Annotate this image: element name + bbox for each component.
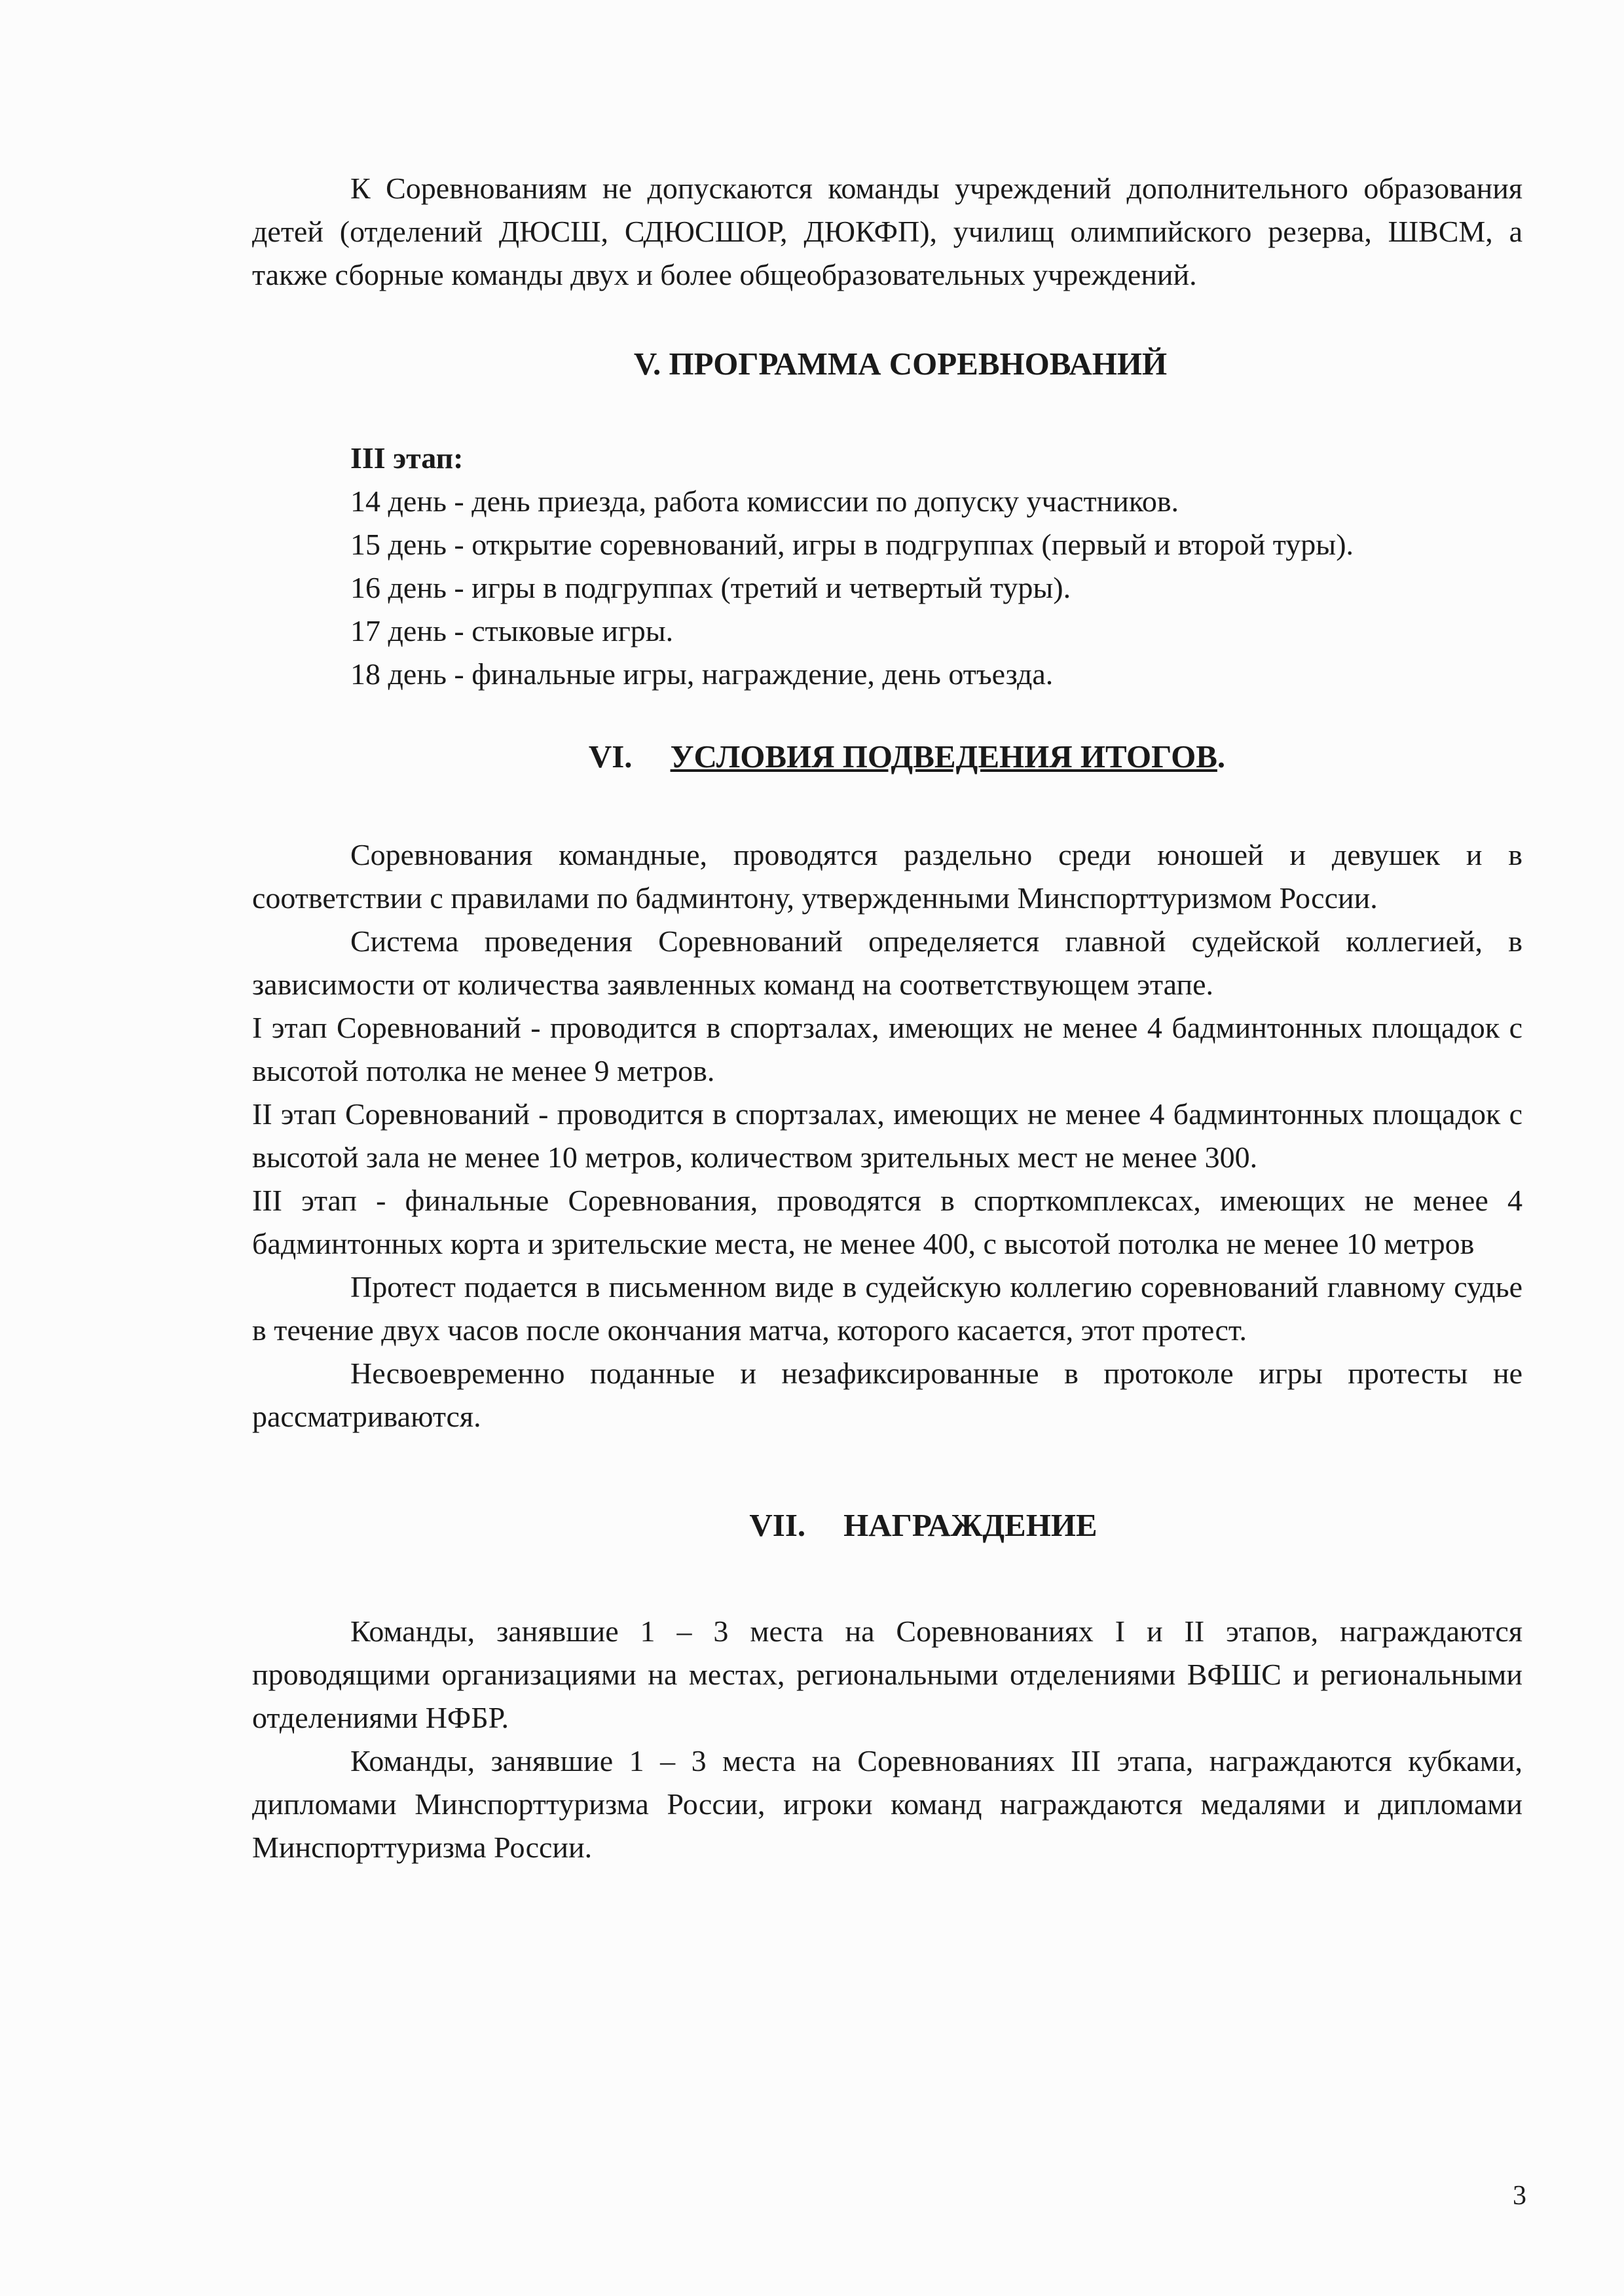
summary-paragraph-2: Система проведения Соревнований определяется главной судейской коллегией, в зависимости от количества заявленных команд на соответствующем этапе. (252, 924, 1522, 1001)
program-day-14: 14 день - день приезда, работа комиссии по допуску участников. (350, 484, 1179, 518)
section-7-title: НАГРАЖДЕНИЕ (843, 1507, 1098, 1543)
section-6-number: VI. (588, 738, 633, 774)
section-6-title: УСЛОВИЯ ПОДВЕДЕНИЯ ИТОГОВ (670, 738, 1217, 774)
program-day-18: 18 день - финальные игры, награждение, день отъезда. (350, 657, 1054, 691)
award-paragraph-2: Команды, занявшие 1 – 3 места на Соревнованиях III этапа, награждаются кубками, дипломами Минспорттуризма России, игроки команд награждаются медалями и дипломами Минспорттуризма России. (252, 1744, 1522, 1864)
program-day-16: 16 день - игры в подгруппах (третий и четвертый туры). (350, 571, 1071, 604)
section-6-heading (252, 735, 1522, 778)
intro-paragraph: К Соревнованиям не допускаются команды учреждений дополнительного образования детей (отделений ДЮСШ, СДЮСШОР, ДЮКФП), училищ олимпийского резерва, ШВСМ, а также сборные команды двух и более общеобразовательных учреждений. (252, 172, 1522, 291)
stage-label: III этап: (350, 441, 464, 475)
stage-2-paragraph: II этап Соревнований - проводится в спортзалах, имеющих не менее 4 бадминтонных площадок с высотой зала не менее 10 метров, количеством зрительных мест не менее 300. (252, 1097, 1522, 1174)
section-6-trail: . (1217, 738, 1226, 774)
program-day-17: 17 день - стыковые игры. (350, 614, 674, 647)
page-content (252, 167, 1522, 1869)
late-protest-paragraph: Несвоевременно поданные и незафиксированные в протоколе игры протесты не рассматриваются. (252, 1357, 1522, 1433)
program-day-15: 15 день - открытие соревнований, игры в подгруппах (первый и второй туры). (350, 528, 1354, 561)
stage-3-paragraph: III этап - финальные Соревнования, проводятся в спорткомплексах, имеющих не менее 4 бадминтонных корта и зрительские места, не менее 400, с высотой потолка не менее 10 метров (252, 1184, 1522, 1260)
award-paragraph-1: Команды, занявшие 1 – 3 места на Соревнованиях I и II этапов, награждаются проводящими организациями на местах, региональными отделениями ВФШС и региональными отделениями НФБР. (252, 1614, 1522, 1734)
section-5-heading: V. ПРОГРАММА СОРЕВНОВАНИЙ (633, 346, 1168, 382)
section-7-number: VII. (749, 1507, 806, 1543)
summary-paragraph-1: Соревнования командные, проводятся раздельно среди юношей и девушек и в соответствии с правилами по бадминтону, утвержденными Минспорттуризмом России. (252, 838, 1522, 915)
stage-1-paragraph: I этап Соревнований - проводится в спортзалах, имеющих не менее 4 бадминтонных площадок с высотой потолка не менее 9 метров. (252, 1011, 1522, 1087)
page-number: 3 (1513, 2181, 1526, 2211)
protest-paragraph: Протест подается в письменном виде в судейскую коллегию соревнований главному судье в течение двух часов после окончания матча, которого касается, этот протест. (252, 1270, 1522, 1347)
section-7-heading (252, 1504, 1522, 1547)
